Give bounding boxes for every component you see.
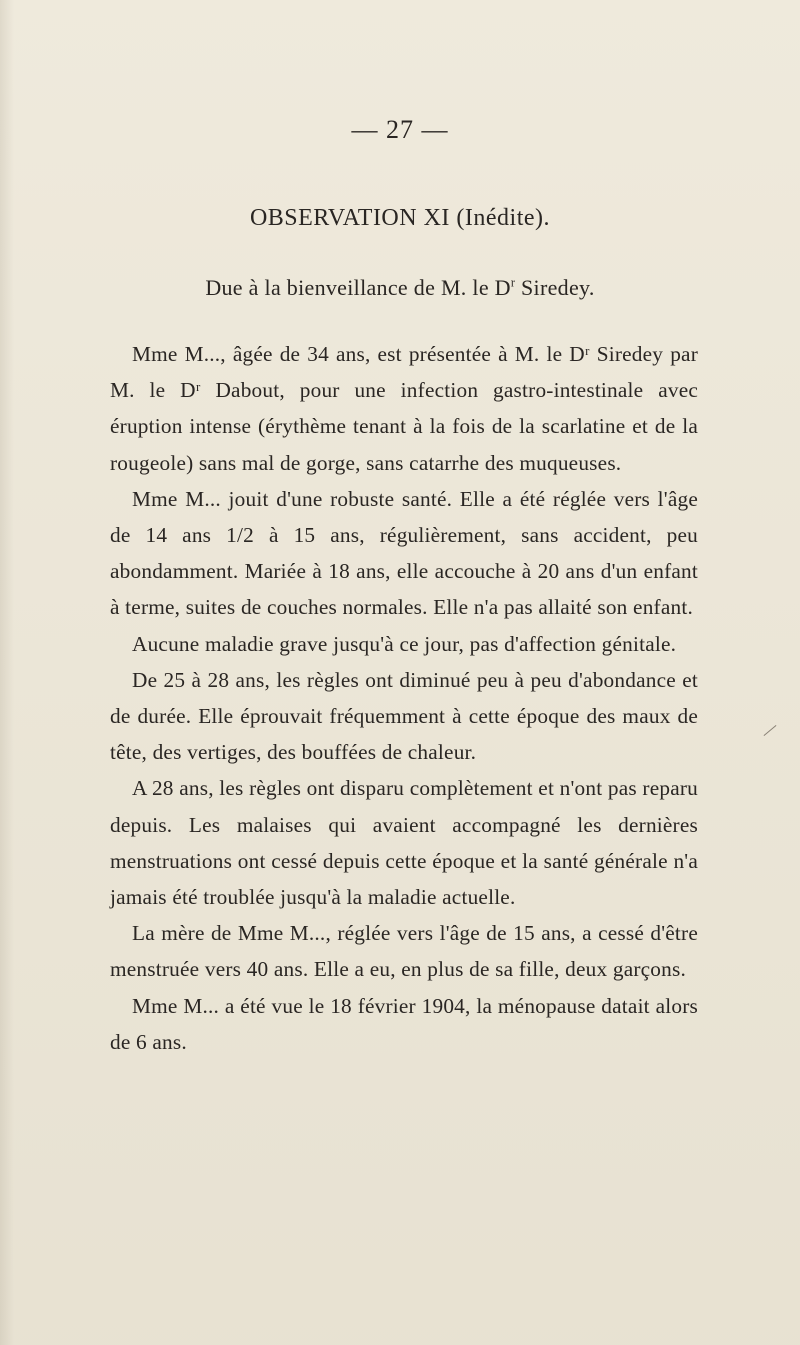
subtitle-superscript: r xyxy=(510,275,516,290)
observation-body xyxy=(110,336,698,1060)
paragraph-7: Mme M... a été vue le 18 février 1904, la ménopause datait alors de 6 ans. xyxy=(110,993,698,1054)
paragraph-4: De 25 à 28 ans, les règles ont diminué peu à peu d'abondance et de durée. Elle éprouvait fréquemment à cette époque des maux de tête, des vertiges, des bouffées de chaleur. xyxy=(110,667,698,765)
subtitle-text-after: Siredey. xyxy=(515,275,595,300)
paragraph-1: Mme M..., âgée de 34 ans, est présentée à M. le Dʳ Siredey par M. le Dʳ Dabout, pour une infection gastro-intestinale avec éruption intense (érythème tenant à la fois de la scarlatine et de la rougeole) sans mal de gorge, sans catarrhe des muqueuses. xyxy=(110,342,698,475)
paragraph-5: A 28 ans, les règles ont disparu complètement et n'ont pas reparu depuis. Les malaises qui avaient accompagné les dernières menstruations ont cessé depuis cette époque et la santé générale n'a jamais été troublée jusqu'à la maladie actuelle. xyxy=(110,776,698,910)
paragraph-2: Mme M... jouit d'une robuste santé. Elle a été réglée vers l'âge de 14 ans 1/2 à 15 ans, régulièrement, sans accident, peu abondamment. Mariée à 18 ans, elle accouche à 20 ans d'un enfant à terme, suites de couches normales. Elle n'a pas allaité son enfant. xyxy=(110,486,698,620)
page-number: — 27 — xyxy=(351,115,449,144)
observation-subtitle xyxy=(0,275,800,301)
paragraph-3: Aucune maladie grave jusqu'à ce jour, pas d'affection génitale. xyxy=(132,631,677,656)
observation-title: OBSERVATION XI (Inédite). xyxy=(249,205,551,231)
subtitle-text-before: Due à la bienveillance de M. le D xyxy=(205,275,511,300)
paragraph-6: La mère de Mme M..., réglée vers l'âge de 15 ans, a cessé d'être menstruée vers 40 ans. Elle a eu, en plus de sa fille, deux garçons. xyxy=(110,921,698,982)
margin-pencil-mark xyxy=(764,725,777,736)
